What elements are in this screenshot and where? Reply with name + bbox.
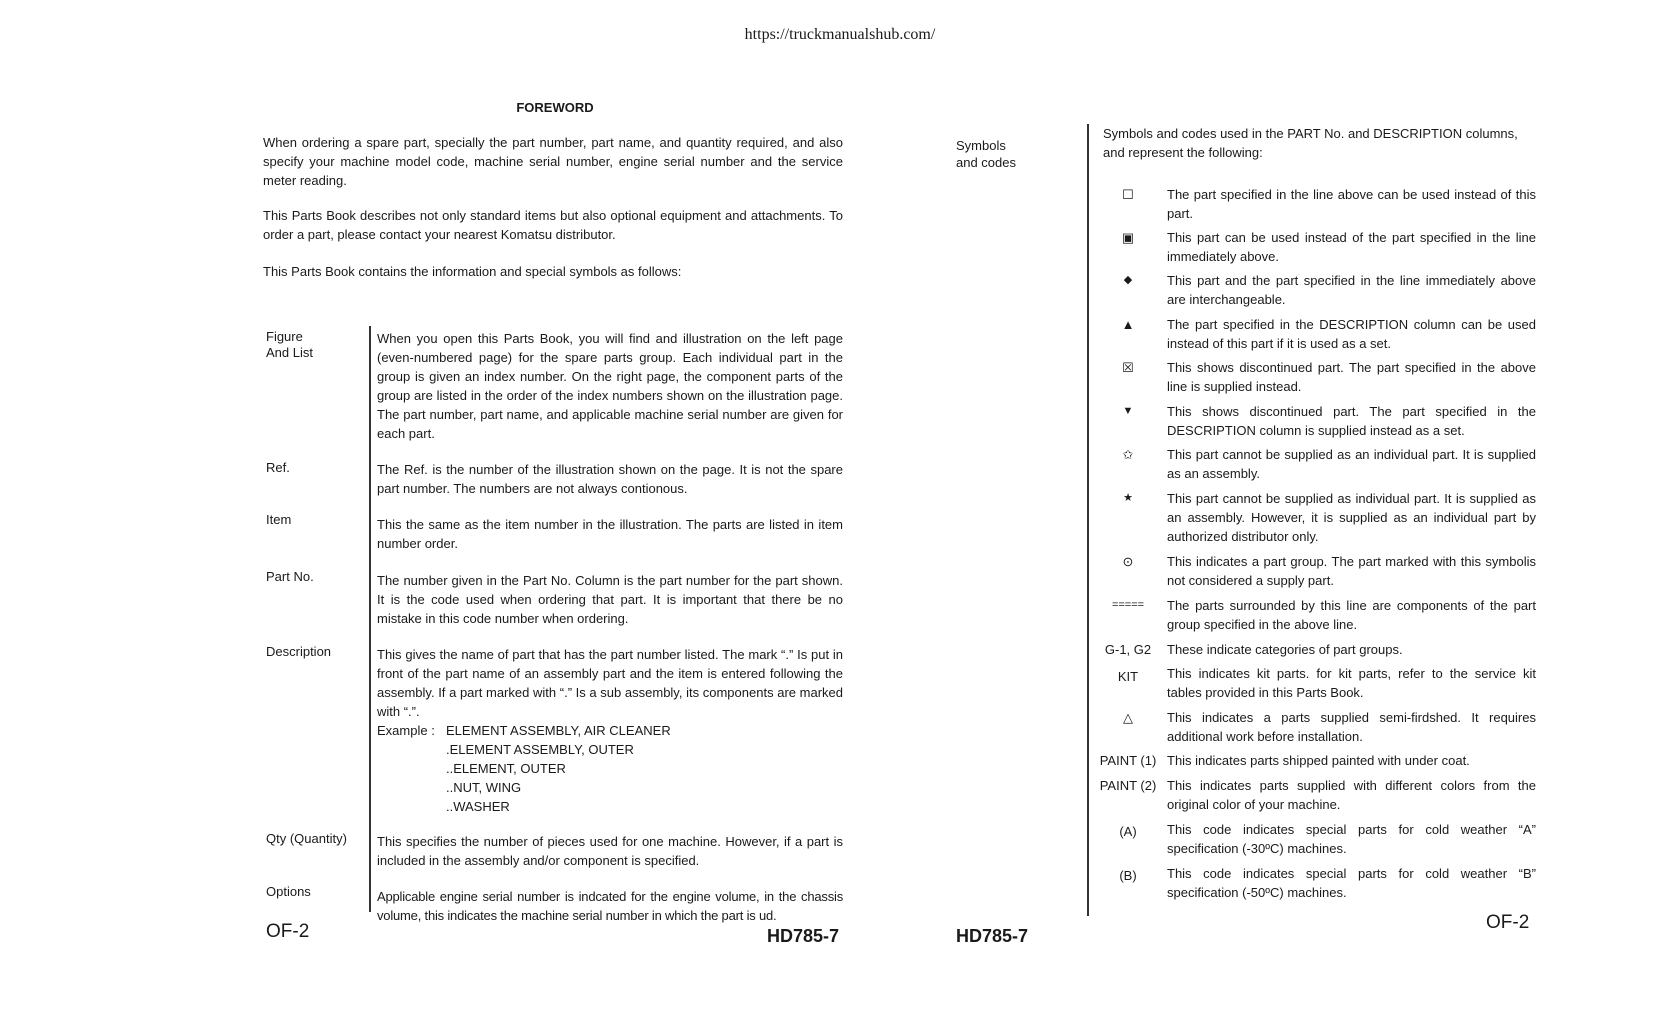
item-label: Qty (Quantity) (266, 831, 347, 846)
right-model-code: HD785-7 (956, 926, 1029, 946)
item-label: Ref. (266, 460, 290, 475)
outline-triangle-icon: △ (1123, 710, 1133, 725)
item-text: The Ref. is the number of the illustration shown on the page. It is not the spare part number. The numbers are not always contionous. (377, 462, 843, 496)
symbol-code: PAINT (1) (1099, 753, 1157, 768)
item-text: This gives the name of part that has the part number listed. The mark “.” Is put in front of the part name of an assembly part and the item is entered following the assembly. If a part marked with “.” Is a sub assembly, its components are marked with “.”. (377, 647, 843, 719)
symbol-text: This code indicates special parts for cold weather “A” specification (-30ºC) machines. (1167, 822, 1536, 856)
symbol-code: PAINT (2) (1099, 778, 1157, 793)
intro-paragraph-3: This Parts Book contains the information and special symbols as follows: (263, 264, 682, 279)
item-label: Description (266, 644, 332, 659)
symbol-text: This indicates parts supplied with different colors from the original color of your machine. (1167, 778, 1536, 812)
symbol-text: The part specified in the DESCRIPTION column can be used instead of this part if it is used as a set. (1167, 317, 1536, 351)
foreword-title: FOREWORD (516, 100, 594, 115)
item-text: This the same as the item number in the illustration. The parts are listed in item number order. (377, 517, 843, 551)
symbol-text: The part specified in the line above can be used instead of this part. (1167, 187, 1536, 221)
left-page-number: OF-2 (266, 921, 310, 942)
example-line: ELEMENT ASSEMBLY, AIR CLEANER (446, 723, 671, 738)
symbol-text: This part cannot be supplied as an individual part. It is supplied as an assembly. (1167, 447, 1536, 481)
symbol-code: (B) (1119, 868, 1137, 883)
symbol-text: This indicates parts shipped painted with under coat. (1167, 753, 1470, 768)
symbol-text: The parts surrounded by this line are components of the part group specified in the above line. (1167, 598, 1536, 632)
item-text: The number given in the Part No. Column is the part number for the part shown. It is the code used when ordering that part. It is important that there be no mistake in this code number when ordering. (377, 573, 843, 626)
empty-square-icon: ☐ (1122, 187, 1134, 202)
black-star-icon: ★ (1123, 492, 1133, 504)
example-label: Example : (377, 723, 435, 738)
black-diamond-icon: ◆ (1123, 274, 1133, 286)
double-line-icon: ===== (1111, 599, 1145, 611)
right-column-divider (1087, 124, 1089, 916)
black-triangle-up-icon: ▲ (1121, 317, 1135, 332)
item-label: Item (266, 512, 292, 527)
right-page-number: OF-2 (1486, 912, 1530, 933)
item-text: This specifies the number of pieces used for one machine. However, if a part is included in the assembly and/or component is specified. (377, 834, 843, 868)
symbol-text: This part cannot be supplied as individual part. It is supplied as an assembly. However, it is supplied as an individual part by authorized distributor only. (1167, 491, 1536, 544)
symbol-text: This part can be used instead of the part specified in the line immediately above. (1167, 230, 1536, 264)
item-text: Applicable engine serial number is indcated for the engine volume, in the chassis volume, this indicates the machine serial number in which the part is ud. (377, 889, 843, 923)
intro-paragraph-1: When ordering a spare part, specially the part number, part name, and quantity required, and also specify your machine model code, machine serial number, engine serial number and the service meter reading. (263, 135, 843, 188)
item-label: Options (266, 884, 311, 899)
symbol-code: KIT (1117, 669, 1139, 684)
symbol-text: This shows discontinued part. The part specified in the DESCRIPTION column is supplied instead as a set. (1167, 404, 1536, 438)
dotted-square-icon: ▣ (1121, 230, 1135, 245)
symbol-text: This part and the part specified in the line immediately above are interchangeable. (1167, 273, 1536, 307)
item-text-block (377, 645, 843, 816)
symbol-text: This indicates kit parts. for kit parts, refer to the service kit tables provided in this Parts Book. (1167, 666, 1536, 700)
symbols-label: Symbols and codes (956, 138, 1016, 170)
example-line: ..ELEMENT, OUTER (446, 761, 566, 776)
item-label: Part No. (266, 569, 314, 584)
symbols-intro: Symbols and codes used in the PART No. and DESCRIPTION columns, and represent the following: (1103, 126, 1518, 160)
symbol-text: This shows discontinued part. The part specified in the above line is supplied instead. (1167, 360, 1536, 394)
example-line: ..NUT, WING (446, 780, 522, 795)
left-column-divider (369, 326, 371, 912)
symbol-text: This indicates a parts supplied semi-firdshed. It requires additional work before installation. (1167, 710, 1536, 744)
item-label: Figure And List (266, 329, 313, 360)
example-block (377, 721, 843, 816)
intro-paragraph-2: This Parts Book describes not only standard items but also optional equipment and attachments. To order a part, please contact your nearest Komatsu distributor. (263, 208, 843, 242)
symbol-text: This code indicates special parts for cold weather “B” specification (-50ºC) machines. (1167, 866, 1536, 900)
circled-dot-icon: ⊙ (1122, 554, 1134, 569)
left-model-code: HD785-7 (767, 926, 840, 946)
crossed-square-icon: ☒ (1122, 360, 1134, 375)
symbol-code: G-1, G2 (1104, 642, 1152, 657)
example-line: .ELEMENT ASSEMBLY, OUTER (446, 742, 634, 757)
source-url: https://truckmanualshub.com/ (744, 26, 936, 43)
example-line: ..WASHER (446, 799, 510, 814)
symbol-text: These indicate categories of part groups. (1167, 642, 1403, 657)
item-text: When you open this Parts Book, you will find and illustration on the left page (even-numbered page) for the spare parts group. Each individual part in the group is given an index number. On the right page, the component parts of the group are listed in the order of the index numbers shown on the illustration page. The part number, part name, and applicable machine serial number are given for each part. (377, 331, 843, 441)
black-triangle-down-icon: ▼ (1122, 405, 1134, 417)
symbol-text: This indicates a part group. The part marked with this symbolis not considered a supply part. (1167, 554, 1536, 588)
symbol-code: (A) (1119, 824, 1137, 839)
outline-star-icon: ✩ (1122, 447, 1134, 462)
